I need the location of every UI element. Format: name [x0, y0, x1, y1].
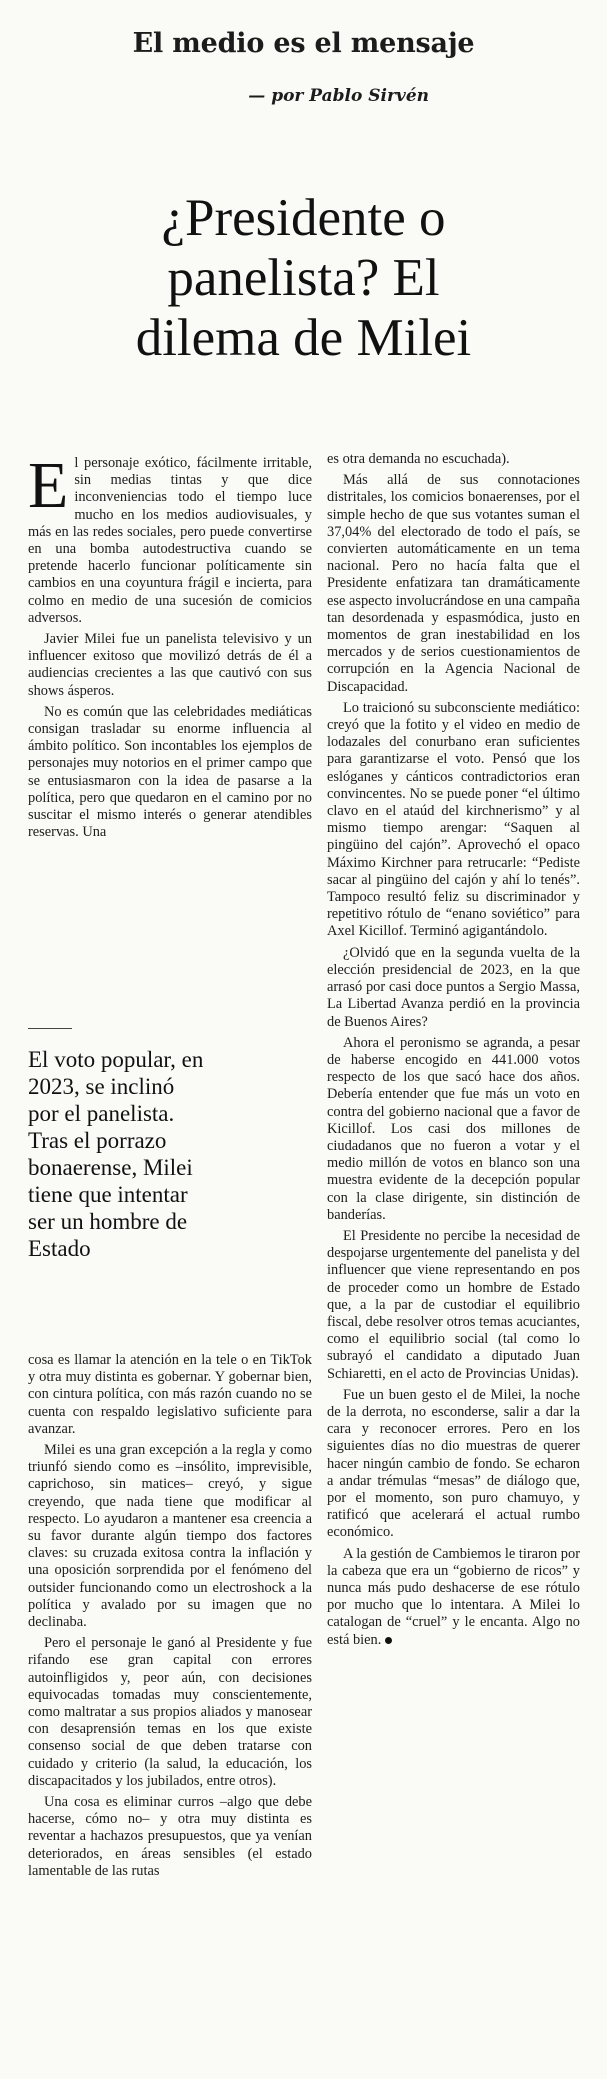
end-mark-icon: [385, 1637, 392, 1644]
pullquote-line: bonaerense, Milei: [28, 1155, 193, 1180]
paragraph-final: A la gestión de Cambiemos le tiraron por la cabeza que era un “gobierno de ricos” y nunca más pudo deshacerse de ese rótulo por mucho que lo intentara. A Milei lo catalogan de “cruel” y le encanta. Algo no está bien.: [327, 1545, 580, 1648]
paragraph: Lo traicionó su subconsciente mediático: creyó que la fotito y el video en medio de lodazales del conurbano eran suficientes para garantizarse el voto. Pensó que los eslóganes y cánticos contradictorios eran convincentes. No se puede poner “el último clavo en el ataúd del kirchnerismo” y al mismo tiempo arengar: “Saquen al pingüino del cajón”. Aprovechó el opaco Máximo Kirchner para retrucarle: “Pediste sacar al pingüino del cajón y ahí lo tenés”. Tampoco resultó feliz su discriminador y repetitivo rótulo de “enano soviético” para Axel Kicillof. Terminó agigantándolo.: [327, 699, 580, 940]
paragraph: El Presidente no percibe la necesidad de despojarse urgentemente del panelista y del influencer que viene representando en pos de proceder como un hombre de Estado que, a la par de custodiar el equilibrio fiscal, debe resolver otros temas acuciantes, como el equilibrio social (tal como lo subrayó el candidato a diputado Juan Schiaretti, en el acto de Provincias Unidas).: [327, 1227, 580, 1382]
pullquote-line: El voto popular, en: [28, 1047, 204, 1072]
paragraph: Más allá de sus connotaciones distritales, los comicios bonaerenses, por el simple hecho de que sus votantes suman el 37,04% del electorado de todo el país, se convierten automáticamente en un tema nacional. Pero no hacía falta que el Presidente enfatizara tan dramáticamente ese aspecto involucrándose en una campaña tan desordenada y espasmódica, justo en momentos de gran inestabilidad en los mercados y de serios cuestionamientos de corrupción en la Agencia Nacional de Discapacidad.: [327, 472, 580, 695]
headline-line: panelista? El: [167, 249, 440, 307]
pullquote-line: ser un hombre de: [28, 1209, 188, 1234]
paragraph: Javier Milei fue un panelista televisivo y un influencer exitoso que movilizó detrás de él a audiencias crecientes a las que cautivó con sus shows ásperos.: [28, 631, 312, 699]
paragraph: No es común que las celebridades mediáticas consigan trasladar su enorme influencia al ámbito político. Son incontables los ejemplos de personajes muy notorios en el primer campo que se entusiasmaron con la idea de pasarse a la política, pero que quedaron en el camino por no suscitar el mismo interés o generar atendibles reservas. Una: [28, 703, 312, 841]
paragraph: ¿Olvidó que en la segunda vuelta de la elección presidencial de 2023, en la que arrasó por casi doce puntos a Sergio Massa, La Libertad Avanza perdió en la provincia de Buenos Aires?: [327, 944, 580, 1030]
body-column-left-bottom: [28, 1352, 312, 1884]
headline-line: ¿Presidente o: [161, 189, 446, 247]
byline: — por Pablo Sirvén: [248, 86, 429, 106]
pullquote-rule: [28, 1028, 72, 1029]
headline: [0, 188, 607, 368]
paragraph: Una cosa es eliminar curros –algo que debe hacerse, cómo no– y otra muy distinta es reventar a hachazos presupuestos, que ya venían deteriorados, en áreas sensibles (el estado lamentable de las rutas: [28, 1794, 312, 1879]
pullquote: [28, 1046, 298, 1262]
body-column-right: [327, 451, 580, 1653]
pullquote-line: tiene que intentar: [28, 1182, 188, 1207]
section-title: El medio es el mensaje: [132, 28, 475, 59]
headline-line: dilema de Milei: [135, 309, 472, 367]
pullquote-line: por el panelista.: [28, 1101, 175, 1126]
paragraph: cosa es llamar la atención en la tele o en TikTok y otra muy distinta es gobernar. Y gobernar bien, con cintura política, con más razón cuando no se cuenta con respaldo legislativo suficiente para avanzar.: [28, 1352, 312, 1437]
paragraph: Milei es una gran excepción a la regla y como triunfó siendo como es –insólito, imprevisible, caprichoso, sin matices– creyó, y sigue creyendo, que nada tiene que modificar al respecto. Lo ayudaron a mantener esa creencia a su favor durante algún tiempo dos factores claves: su cruzada exitosa contra la inflación y una oposición sorprendida por el fenómeno del outsider funcionando como un electroshock a la política y avalado por su imagen que no declinaba.: [28, 1442, 312, 1631]
paragraph: Ahora el peronismo se agranda, a pesar de haberse encogido en 441.000 votos respecto de los que sacó hace dos años. Debería entender que fue más un voto en contra del gobierno nacional que a favor de Kicillof. Los casi dos millones de ciudadanos que no fueron a votar y el medio millón de votos en blanco son una muestra evidente de la decepción popular con la clase dirigente, sin distinción de banderías.: [327, 1034, 580, 1223]
article-header: [0, 28, 607, 59]
paragraph: Pero el personaje le ganó al Presidente y fue rifando ese gran capital con errores autoinfligidos y, peor aún, con decisiones equivocadas tomadas muy conscientemente, como maltratar a sus propios aliados y manosear con desaprensión temas en los que existe consenso social de que deben tratarse con cuidado y criterio (la salud, la educación, los discapacitados y los jubilados, entre otros).: [28, 1635, 312, 1789]
pullquote-line: Tras el porrazo: [28, 1128, 167, 1153]
paragraph: Fue un buen gesto el de Milei, la noche de la derrota, no esconderse, salir a dar la cara y reconocer errores. Pero en los siguientes días no dio muestras de querer hacer ningún cambio de fondo. Se echaron a andar trémulas “mesas” de diálogo que, por el momento, son puro chamuyo, y ratificó que acelerará el actual rumbo económico.: [327, 1386, 580, 1541]
pullquote-line: 2023, se inclinó: [28, 1074, 175, 1099]
paragraph: es otra demanda no escuchada).: [327, 451, 510, 467]
paragraph: El personaje exótico, fácilmente irritable, sin medias tintas y que dice inconveniencias todo el tiempo luce mucho en los medios audiovisuales, y más en las redes sociales, pero puede convertirse en una bomba autodestructiva cuando se pretende hacerlo funcionar políticamente sin cambios en una coyuntura frágil e incierta, para colmo en medio de una sucesión de comicios adversos.: [28, 449, 312, 626]
body-column-left-top: [28, 449, 312, 845]
dropcap: E: [28, 449, 69, 522]
pullquote-line: Estado: [28, 1236, 91, 1261]
